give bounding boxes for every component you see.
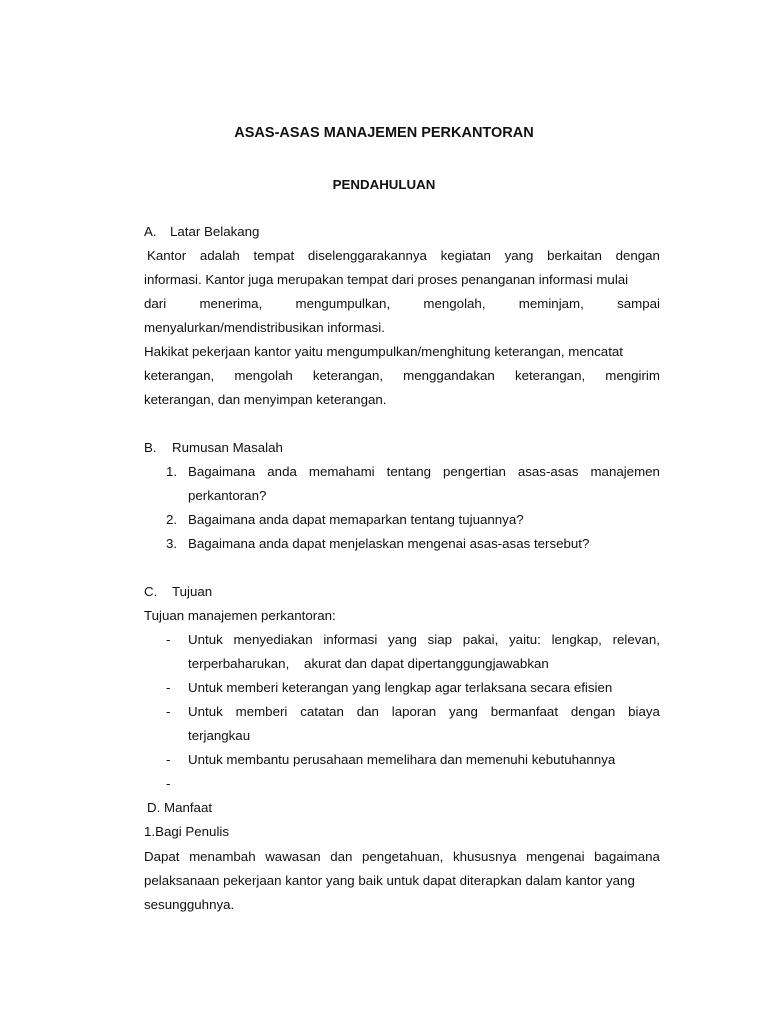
dash-bullet: -: [166, 632, 171, 647]
list-item-2: Bagaimana anda dapat memaparkan tentang tujuannya?: [188, 512, 524, 527]
list-item-number: 1.: [166, 464, 178, 479]
section-a-paragraph-1-line-4: menyalurkan/mendistribusikan informasi.: [144, 320, 385, 335]
list-item-1-line-2: perkantoran?: [188, 488, 267, 503]
section-a-paragraph-2-line-1: Hakikat pekerjaan kantor yaitu mengumpulkan/menghitung keterangan, mencatat: [144, 344, 623, 359]
bullet-item-3-line-2: terjangkau: [188, 728, 251, 743]
section-a-paragraph-2-line-3: keterangan, dan menyimpan keterangan.: [144, 392, 387, 407]
list-item-1-line-1: Bagaimana anda memahami tentang pengertian asas-asas manajemen: [188, 464, 660, 479]
section-a-paragraph-2-line-2: keterangan, mengolah keterangan, menggandakan keterangan, mengirim: [144, 368, 660, 383]
document-title: ASAS-ASAS MANAJEMEN PERKANTORAN: [234, 125, 534, 141]
bullet-item-4: Untuk membantu perusahaan memelihara dan memenuhi kebutuhannya: [188, 752, 616, 767]
section-c-letter: C.: [144, 584, 158, 599]
list-item-3: Bagaimana anda dapat menjelaskan mengenai asas-asas tersebut?: [188, 536, 590, 551]
section-d-paragraph-line-1: Dapat menambah wawasan dan pengetahuan, khususnya mengenai bagaimana: [144, 849, 660, 864]
section-a-paragraph-1-line-3: dari menerima, mengumpulkan, mengolah, meminjam, sampai: [144, 296, 660, 311]
section-d-heading: D. Manfaat: [147, 800, 213, 815]
dash-bullet: -: [166, 704, 171, 719]
section-a-letter: A.: [144, 224, 157, 239]
section-c-intro: Tujuan manajemen perkantoran:: [144, 608, 336, 623]
dash-bullet-empty: -: [166, 776, 171, 791]
section-d-paragraph-line-3: sesungguhnya.: [144, 897, 235, 912]
section-b-letter: B.: [144, 440, 157, 455]
bullet-item-1-line-1: Untuk menyediakan informasi yang siap pakai, yaitu: lengkap, relevan,: [188, 632, 660, 647]
section-title-pendahuluan: PENDAHULUAN: [332, 177, 436, 192]
section-d-subheading: 1.Bagi Penulis: [144, 824, 230, 839]
list-item-number: 2.: [166, 512, 178, 527]
dash-bullet: -: [166, 752, 171, 767]
section-a-heading: Latar Belakang: [170, 224, 260, 239]
section-c-heading: Tujuan: [172, 584, 213, 599]
section-b-heading: Rumusan Masalah: [172, 440, 283, 455]
section-d-paragraph-line-2: pelaksanaan pekerjaan kantor yang baik untuk dapat diterapkan dalam kantor yang: [144, 873, 635, 888]
list-item-number: 3.: [166, 536, 178, 551]
bullet-item-2: Untuk memberi keterangan yang lengkap agar terlaksana secara efisien: [188, 680, 613, 695]
bullet-item-1-line-2: terperbaharukan, akurat dan dapat dipertanggungjawabkan: [188, 656, 549, 671]
section-a-paragraph-1-line-2: informasi. Kantor juga merupakan tempat dari proses penanganan informasi mulai: [144, 272, 629, 287]
bullet-item-3-line-1: Untuk memberi catatan dan laporan yang bermanfaat dengan biaya: [188, 704, 660, 719]
section-a-paragraph-1-line-1: Kantor adalah tempat diselenggarakannya kegiatan yang berkaitan dengan: [147, 248, 660, 263]
dash-bullet: -: [166, 680, 171, 695]
